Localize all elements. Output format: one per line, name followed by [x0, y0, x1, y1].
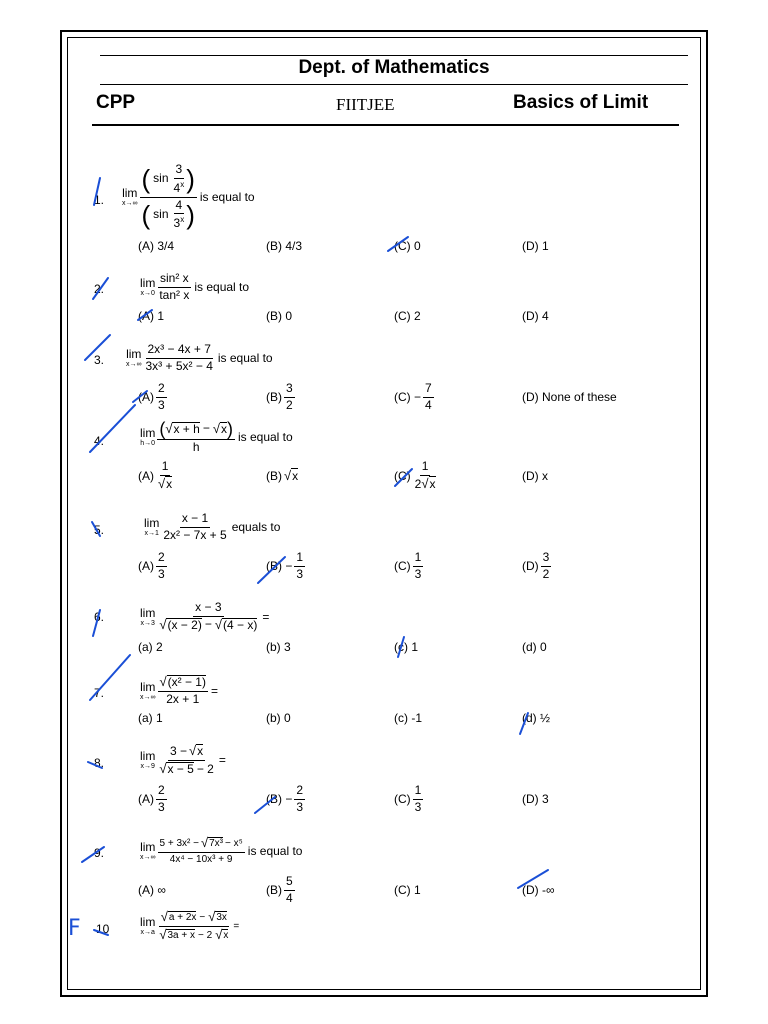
option-b[interactable]: (B) $\frac{3}{2}$: [266, 381, 293, 412]
option-b[interactable]: (b) 3: [266, 640, 291, 654]
option-b[interactable]: (b) 0: [266, 711, 291, 725]
question-number: 5.: [94, 523, 105, 537]
question-number: 3.: [94, 353, 105, 367]
option-c[interactable]: (C) $\frac{1}{3}$: [394, 783, 422, 814]
option-d[interactable]: (D) -∞: [522, 883, 555, 897]
question-number: 10: [96, 922, 110, 936]
header-right-label: Basics of Limit: [513, 92, 649, 113]
title-top-rule: [100, 55, 688, 56]
option-b[interactable]: (B) 0: [266, 309, 293, 323]
option-a[interactable]: (a) 2: [138, 640, 163, 654]
option-b[interactable]: (B) $\frac{5}{4}$: [266, 874, 293, 905]
header-center-label: FIITJEE: [336, 95, 395, 114]
option-b[interactable]: (B) √ x: [266, 468, 299, 483]
option-d[interactable]: (D) None of these: [522, 390, 617, 404]
option-d[interactable]: (D) 3: [522, 792, 549, 806]
option-a[interactable]: (A) $\frac{1}{√x}$: [138, 459, 173, 491]
option-c[interactable]: (c) 1: [394, 640, 418, 654]
option-c[interactable]: (C) 1: [394, 883, 421, 897]
question-expression: lim x→0 $\frac{\text{sin² x}}{\text{tan² x}}$ is equal to: [140, 271, 250, 302]
title-bottom-rule: [100, 84, 688, 85]
handwritten-annotation: F: [68, 916, 81, 941]
option-a[interactable]: (a) 1: [138, 711, 163, 725]
question-expression: lim x→∞ $\frac{\text{2x³ − 4x + 7}}{\text{3x³ + 5x² − 4}}$ is equal to: [126, 342, 273, 373]
option-d[interactable]: (D) $\frac{3}{2}$: [522, 550, 550, 581]
limit-fraction: ( sin $\frac{3}{4^x}$ ) ( sin $\frac{4}{3^x}$ ): [141, 162, 195, 231]
option-b[interactable]: (B) − $\frac{2}{3}$: [266, 783, 304, 814]
question-number: 9.: [94, 846, 105, 860]
option-a[interactable]: (A) 3/4: [138, 239, 175, 253]
option-a[interactable]: (A) 1: [138, 309, 165, 323]
option-b[interactable]: (B) − $\frac{1}{3}$: [266, 550, 304, 581]
option-d[interactable]: (D) x: [522, 469, 548, 483]
question-expression: lim x→∞ 5 + 3x² − √ 7x³ − x⁵ 4x⁴ − 10x³ + 9 is equal to: [140, 835, 303, 865]
option-d[interactable]: (d) 0: [522, 640, 547, 654]
option-d[interactable]: (D) 4: [522, 309, 549, 323]
option-d[interactable]: (d) ½: [522, 711, 551, 725]
limit-operator: lim x→∞: [122, 186, 138, 208]
question-number: 6.: [94, 610, 105, 624]
option-a[interactable]: (A) $\frac{2}{3}$: [138, 550, 165, 581]
question-expression: lim x→∞ ( sin $\frac{3}{4^x}$ ) ( sin $\frac{4}{3^x}$ ) is equal to: [122, 162, 255, 231]
option-c[interactable]: (C) $\frac{1}{2√x}$: [394, 459, 436, 491]
question-number: 7.: [94, 686, 105, 700]
option-a[interactable]: (A) $\frac{2}{3}$: [138, 783, 165, 814]
page-title: Dept. of Mathematics: [298, 57, 490, 78]
question-expression: lim x→∞ √ (x² − 1) 2x + 1 =: [140, 674, 218, 706]
option-c[interactable]: (C) − $\frac{7}{4}$: [394, 381, 432, 412]
question-number: 2.: [94, 282, 105, 296]
option-c[interactable]: (C) 0: [394, 239, 421, 253]
question-expression: lim x→9 3 − √ x √ x − 5 − 2 =: [140, 743, 226, 776]
question-expression: lim x→3 x − 3 √ (x − 2) − √ (4 − x) =: [140, 600, 270, 632]
question-expression: lim h→0 ( √ x + h − √ x ) h is equal to: [140, 419, 293, 454]
option-a[interactable]: (A) ∞: [138, 883, 166, 897]
header-left-label: CPP: [96, 92, 136, 113]
option-d[interactable]: (D) 1: [522, 239, 549, 253]
question-number: 8.: [94, 756, 105, 770]
question-number: 4.: [94, 434, 105, 448]
question-expression: lim x→1 $\frac{x - 1}{\text{2x² − 7x + 5}}$ equals to: [144, 511, 281, 542]
header-rule: [92, 124, 679, 126]
question-expression: lim x→a √ a + 2x − √ 3x √ 3a + x − 2 √ x =: [140, 909, 240, 942]
option-c[interactable]: (C) 2: [394, 309, 421, 323]
question-number: 1.: [94, 193, 105, 207]
option-a[interactable]: (A) $\frac{2}{3}$: [138, 381, 165, 412]
option-c[interactable]: (c) -1: [394, 711, 422, 725]
option-c[interactable]: (C) $\frac{1}{3}$: [394, 550, 422, 581]
option-b[interactable]: (B) 4/3: [266, 239, 303, 253]
